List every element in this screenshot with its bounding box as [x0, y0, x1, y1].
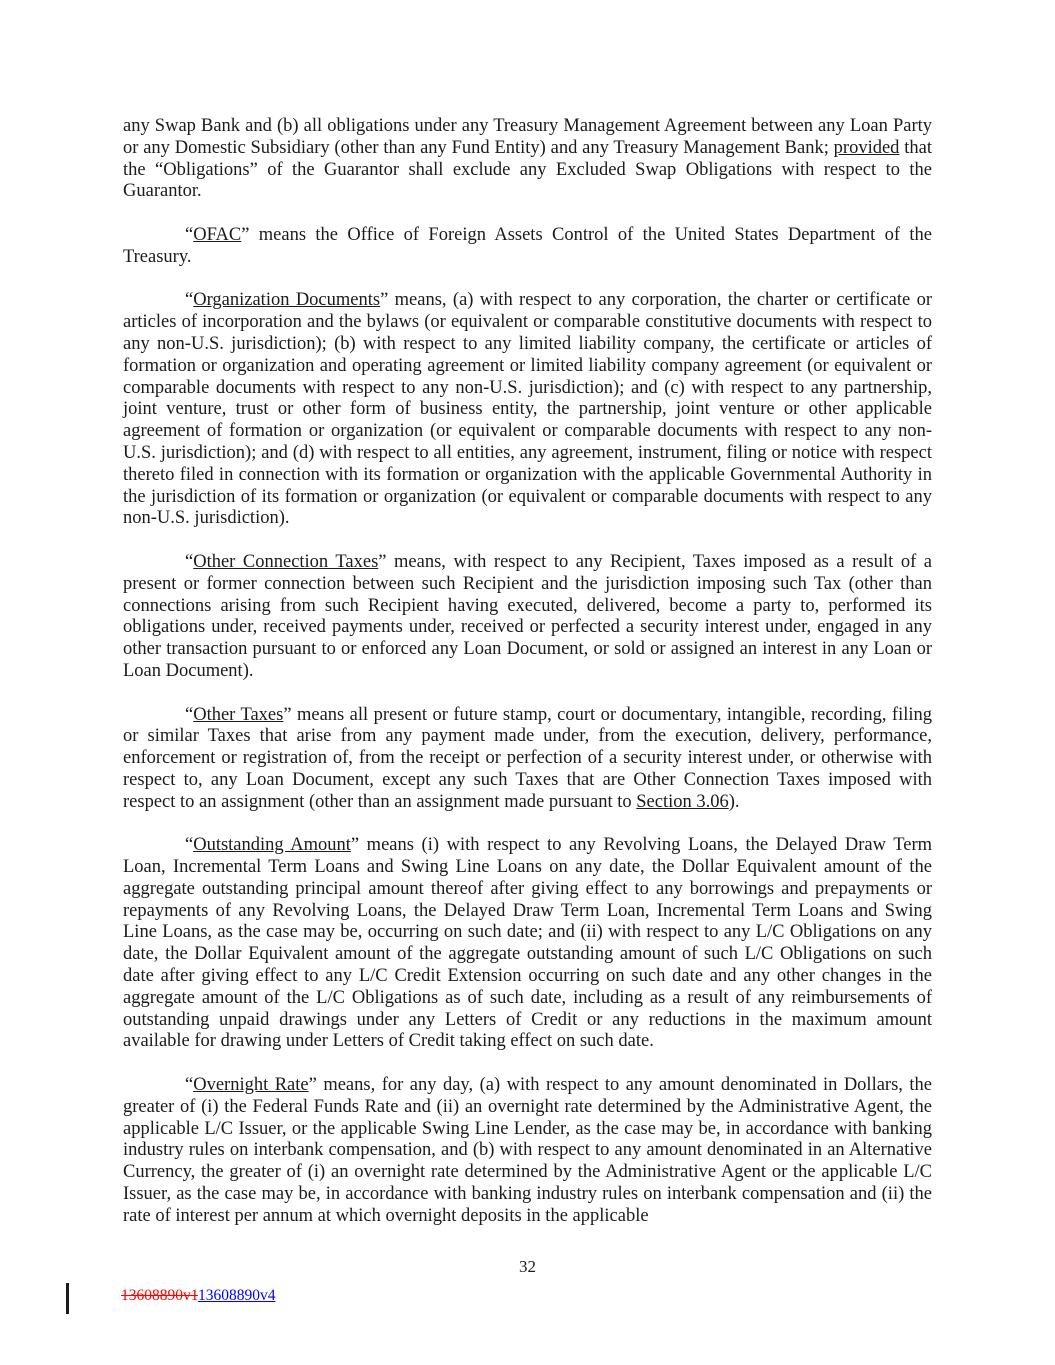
text-segment: “ [185, 835, 194, 856]
text-segment: ” means all present or future stamp, court or documentary, intangible, recording, filing or similar Taxes that arise from any payment made under, from the execution, delivery, performance, enforcement or registration of, from the receipt or perfection of a security interest under, or otherwise with respect to, any Loan Document, except any such Taxes that are Other Connection Taxes imposed with respect to an assignment (other than an assignment made pursuant to [123, 704, 932, 812]
footer-revision-line [121, 1286, 275, 1305]
page-number: 32 [519, 1257, 536, 1276]
change-bar [66, 1283, 69, 1314]
paragraph [123, 290, 932, 530]
paragraph [123, 225, 932, 269]
text-segment: ” means, (a) with respect to any corporation, the charter or certificate or articles of incorporation and the bylaws (or equivalent or comparable constitutive documents with respect to any non-U.S. jurisdiction); (b) with respect to any limited liability company, the certificate or articles of formation or organization and operating agreement or limited liability company agreement (or equivalent or comparable documents with respect to any non-U.S. jurisdiction); and (c) with respect to any partnership, joint venture, trust or other form of business entity, the partnership, joint venture or other applicable agreement of formation or organization (or equivalent or comparable documents with respect to any non-U.S. jurisdiction); and (d) with respect to all entities, any agreement, instrument, filing or notice with respect thereto filed in connection with its formation or organization with the applicable Governmental Authority in the jurisdiction of its formation or organization (or equivalent or comparable documents with respect to any non-U.S. jurisdiction). [123, 290, 932, 529]
text-segment: ” means, for any day, (a) with respect to any amount denominated in Dollars, the greater of (i) the Federal Funds Rate and (ii) an overnight rate determined by the Administrative Agent, the applicable L/C Issuer, or the applicable Swing Line Lender, as the case may be, in accordance with banking industry rules on interbank compensation, and (b) with respect to any amount denominated in an Alternative Currency, the greater of (i) an overnight rate determined by the Administrative Agent or the applicable L/C Issuer, as the case may be, in accordance with banking industry rules on interbank compensation and (ii) the rate of interest per annum at which overnight deposits in the applicable [123, 1075, 932, 1226]
revision-id-new: 13608890v4 [197, 1287, 276, 1304]
revision-id-old: 13608890v1 [121, 1287, 198, 1304]
paragraph [123, 705, 932, 814]
paragraph [123, 1075, 932, 1228]
underlined-term: Other Connection Taxes [193, 551, 379, 572]
text-segment: “ [185, 704, 194, 725]
underlined-term: OFAC [193, 224, 242, 245]
text-segment: ” means the Office of Foreign Assets Control of the United States Department of the Treasury. [123, 224, 932, 267]
text-segment: “ [185, 551, 194, 572]
text-segment: ). [728, 791, 740, 812]
text-segment: “ [185, 290, 194, 311]
text-segment: ” means (i) with respect to any Revolving Loans, the Delayed Draw Term Loan, Incremental Term Loans and Swing Line Loans on any date, the Dollar Equivalent amount of the aggregate outstanding principal amount thereof after giving effect to any borrowings and prepayments or repayments of any Revolving Loans, the Delayed Draw Term Loan, Incremental Term Loans and Swing Line Loans, as the case may be, occurring on such date; and (ii) with respect to any L/C Obligations on any date, the Dollar Equivalent amount of the aggregate outstanding amount of such L/C Obligations on such date after giving effect to any L/C Credit Extension occurring on such date and any other changes in the aggregate amount of the L/C Obligations as of such date, including as a result of any reimbursements of outstanding unpaid drawings under any Letters of Credit or any reductions in the maximum amount available for drawing under Letters of Credit taking effect on such date. [123, 835, 932, 1052]
underlined-term: Section 3.06 [636, 791, 729, 812]
paragraph [123, 835, 932, 1053]
text-segment: any Swap Bank and (b) all obligations under any Treasury Management Agreement between any Loan Party or any Domestic Subsidiary (other than any Fund Entity) and any Treasury Management Bank; [123, 116, 932, 158]
text-segment: “ [185, 224, 194, 245]
underlined-term: Overnight Rate [193, 1075, 309, 1096]
paragraph [123, 552, 932, 683]
document-body [123, 116, 932, 1249]
text-segment: that the “Obligations” of the Guarantor shall exclude any Excluded Swap Obligations with respect to the Guarantor. [123, 137, 932, 202]
text-segment: “ [185, 1075, 194, 1096]
underlined-term: Organization Documents [193, 290, 381, 311]
underlined-term: Other Taxes [193, 704, 284, 725]
underlined-term: provided [833, 137, 900, 158]
underlined-term: Outstanding Amount [193, 835, 351, 856]
paragraph [123, 116, 932, 203]
text-segment: ” means, with respect to any Recipient, Taxes imposed as a result of a present or former connection between such Recipient and the jurisdiction imposing such Tax (other than connections arising from such Recipient having executed, delivered, become a party to, performed its obligations under, received payments under, received or perfected a security interest under, engaged in any other transaction pursuant to or enforced any Loan Document, or sold or assigned an interest in any Loan or Loan Document). [123, 551, 932, 681]
